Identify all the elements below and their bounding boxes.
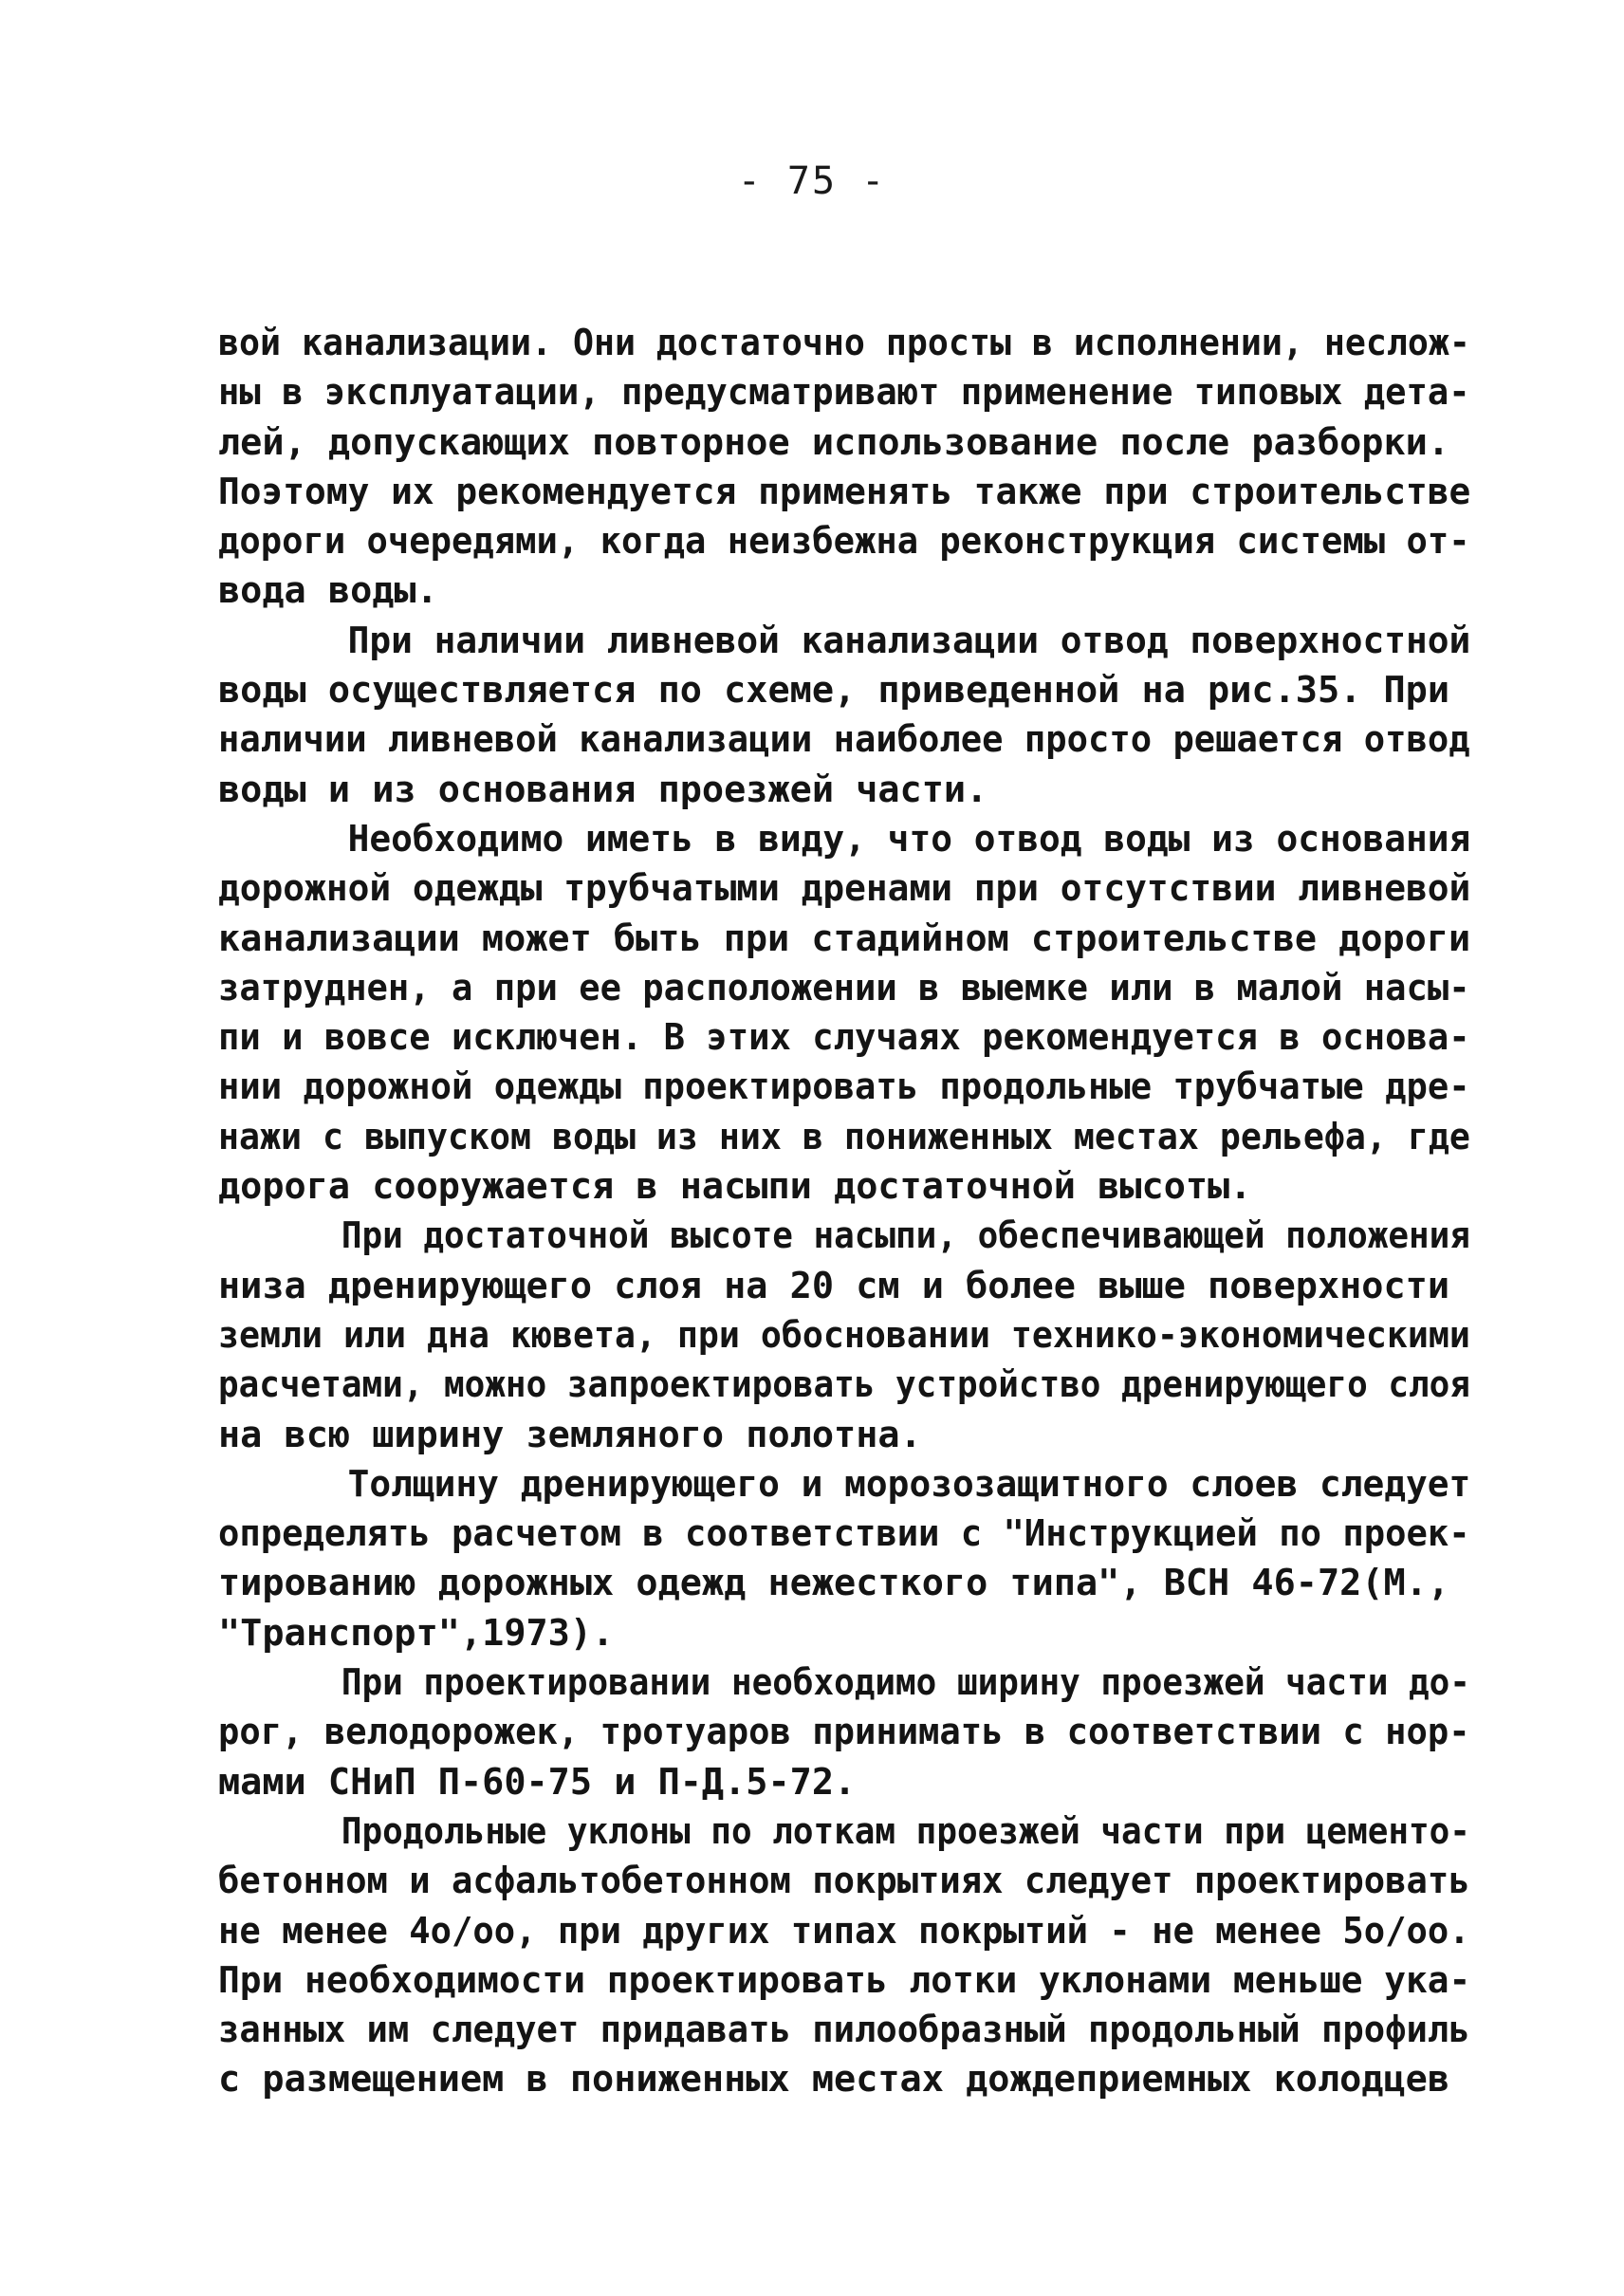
- text-line: занных им следует придавать пилообразный продольный профиль: [218, 2009, 1470, 2052]
- text-line: не менее 4о/оо, при других типах покрытий - не менее 5о/оо.: [218, 1909, 1470, 1953]
- text-line: ны в эксплуатации, предусматривают применение типовых дета-: [218, 371, 1470, 415]
- text-line: воды и из основания проезжей части.: [218, 768, 988, 811]
- text-line: наличии ливневой канализации наиболее просто решается отвод: [218, 718, 1470, 762]
- text-line: тированию дорожных одежд нежесткого типа", ВСН 46-72(М.,: [218, 1562, 1450, 1605]
- text-line: на всю ширину земляного полотна.: [218, 1413, 922, 1456]
- text-line: канализации может быть при стадийном строительстве дороги: [218, 917, 1471, 960]
- text-line: нии дорожной одежды проектировать продольные трубчатые дре-: [218, 1065, 1470, 1109]
- text-line: с размещением в пониженных местах дождеприемных колодцев: [218, 2058, 1450, 2102]
- text-line: Необходимо иметь в виду, что отвод воды из основания: [218, 817, 1471, 861]
- text-line: Толщину дренирующего и морозозащитного слоев следует: [218, 1462, 1471, 1506]
- text-line: Поэтому их рекомендуется применять также при строительстве: [218, 470, 1471, 513]
- text-line: затруднен, а при ее расположении в выемке или в малой насы-: [218, 966, 1470, 1009]
- text-line: Продольные уклоны по лоткам проезжей части при цементо-: [218, 1809, 1470, 1853]
- text-line: При наличии ливневой канализации отвод поверхностной: [218, 619, 1471, 662]
- text-line: мами СНиП П-60-75 и П-Д.5-72.: [218, 1760, 857, 1804]
- text-line: определять расчетом в соответствии с "Инструкцией по проек-: [218, 1512, 1470, 1556]
- text-line: лей, допускающих повторное использование после разборки.: [218, 420, 1450, 464]
- text-line: дорога сооружается в насыпи достаточной высоты.: [218, 1165, 1252, 1209]
- text-line: бетонном и асфальтобетонном покрытиях следует проектировать: [218, 1860, 1470, 1903]
- text-line: воды осуществляется по схеме, приведенной на рис.35. При: [218, 669, 1450, 713]
- body-text: [218, 319, 1470, 2105]
- text-line: При необходимости проектировать лотки уклонами меньше ука-: [218, 1958, 1471, 2002]
- text-line: низа дренирующего слоя на 20 см и более выше поверхности: [218, 1264, 1450, 1307]
- text-line: "Транспорт",1973).: [218, 1611, 615, 1655]
- text-line: земли или дна кювета, при обосновании технико-экономическими: [218, 1313, 1470, 1357]
- text-line: При проектировании необходимо ширину проезжей части до-: [218, 1661, 1470, 1705]
- text-line: дорожной одежды трубчатыми дренами при отсутствии ливневой: [218, 867, 1471, 911]
- text-line: нажи с выпуском воды из них в пониженных местах рельефа, где: [218, 1115, 1470, 1158]
- text-line: вода воды.: [218, 569, 438, 613]
- text-line: пи и вовсе исключен. В этих случаях рекомендуется в основа-: [218, 1016, 1470, 1060]
- text-line: При достаточной высоте насыпи, обеспечивающей положения: [218, 1214, 1470, 1258]
- text-line: рог, велодорожек, тротуаров принимать в соответствии с нор-: [218, 1711, 1470, 1754]
- text-line: расчетами, можно запроектировать устройство дренирующего слоя: [218, 1363, 1470, 1407]
- text-line: дороги очередями, когда неизбежна реконструкция системы от-: [218, 520, 1470, 564]
- page-number: - 75 -: [737, 159, 887, 203]
- text-line: вой канализации. Они достаточно просты в исполнении, неслож-: [218, 322, 1470, 364]
